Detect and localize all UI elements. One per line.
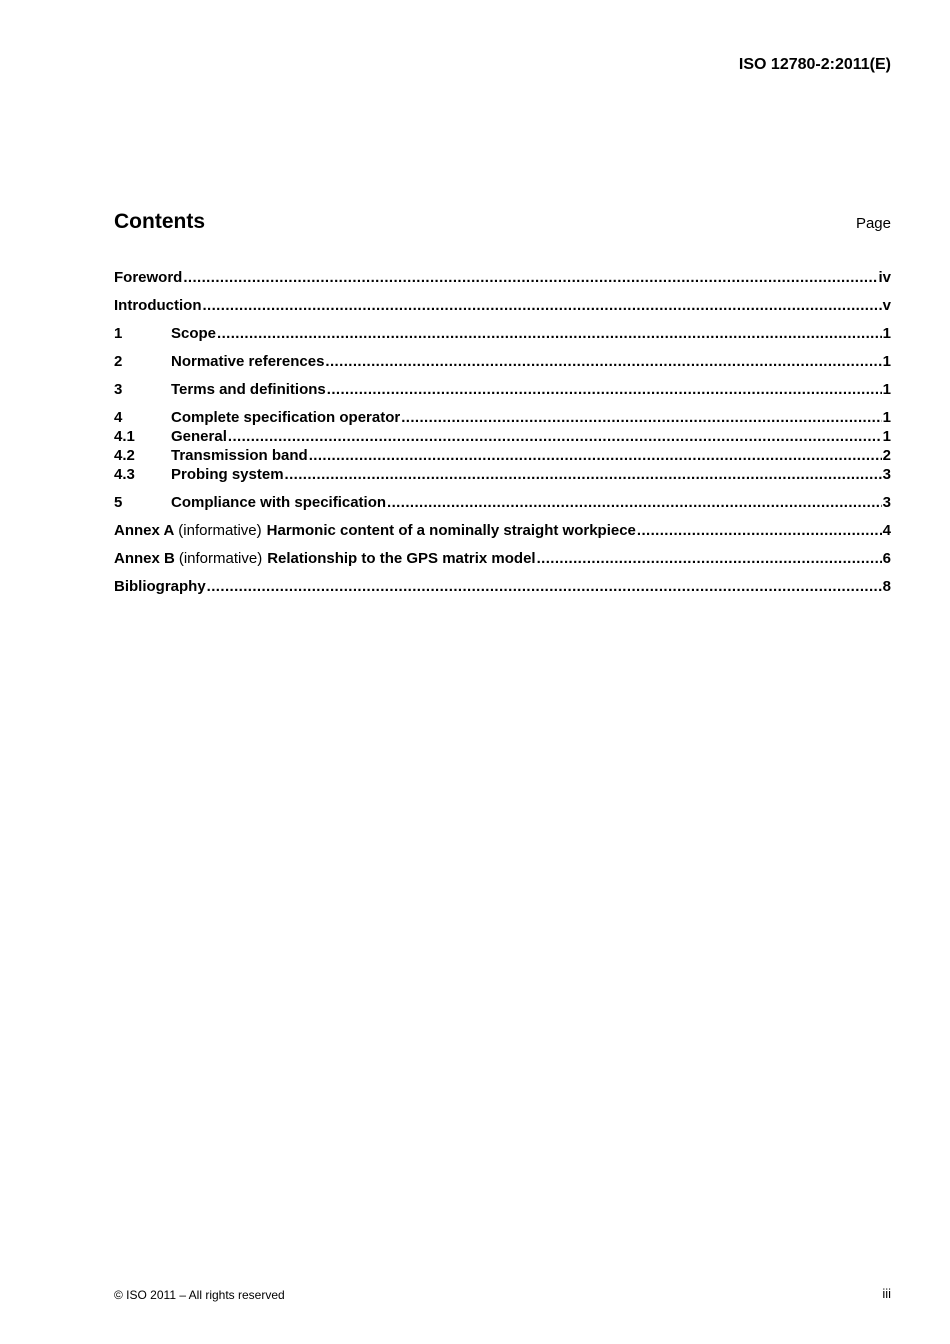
dot-leader [202, 296, 881, 315]
toc-entry-scope[interactable] [114, 324, 891, 343]
toc-entry-complete-specification-operator[interactable] [114, 408, 891, 427]
toc-entry-page: v [882, 297, 891, 314]
toc-entry-page: iv [878, 269, 891, 286]
toc-entry-page: 1 [882, 428, 891, 445]
annex-type: (informative) [178, 550, 263, 567]
contents-header [114, 210, 891, 234]
dot-leader [207, 577, 882, 596]
table-of-contents [114, 268, 891, 596]
toc-entry-terms-and-definitions[interactable] [114, 380, 891, 399]
toc-entry-number: 4 [114, 409, 123, 426]
toc-entry-page: 4 [882, 522, 891, 539]
toc-entry-title: Probing system [171, 466, 284, 483]
toc-entry-title: Scope [171, 325, 217, 342]
toc-entry-page: 1 [882, 353, 891, 370]
contents-title: Contents [114, 210, 205, 233]
dot-leader [217, 324, 882, 343]
toc-entry-page: 3 [882, 494, 891, 511]
annex-label: Annex B [114, 550, 175, 567]
toc-entry-title: Introduction [114, 297, 202, 314]
footer-copyright: © ISO 2011 – All rights reserved [114, 1288, 285, 1302]
dot-leader [387, 493, 882, 512]
toc-entry-transmission-band[interactable] [114, 446, 891, 465]
toc-entry-title: Relationship to the GPS matrix model [267, 550, 536, 567]
toc-entry-annex-b[interactable] [114, 549, 891, 568]
dot-leader [309, 446, 882, 465]
toc-entry-number: 4.1 [114, 428, 135, 445]
dot-leader [183, 268, 877, 287]
toc-entry-introduction[interactable] [114, 296, 891, 315]
dot-leader [327, 380, 882, 399]
toc-entry-annex-a[interactable] [114, 521, 891, 540]
annex-label: Annex A [114, 522, 175, 539]
toc-entry-number: 5 [114, 494, 123, 511]
annex-type: (informative) [178, 522, 262, 539]
dot-leader [537, 549, 882, 568]
dot-leader [401, 408, 881, 427]
toc-entry-title: Foreword [114, 269, 183, 286]
toc-entry-title: Harmonic content of a nominally straight workpiece [266, 522, 636, 539]
page-column-label: Page [855, 215, 891, 232]
toc-entry-bibliography[interactable] [114, 577, 891, 596]
dot-leader [637, 521, 882, 540]
toc-entry-number: 1 [114, 325, 123, 342]
toc-entry-number: 4.2 [114, 447, 135, 464]
toc-entry-probing-system[interactable] [114, 465, 891, 484]
footer-page-number: iii [882, 1286, 891, 1301]
toc-entry-title: Complete specification operator [171, 409, 401, 426]
dot-leader [228, 427, 882, 446]
toc-entry-page: 3 [882, 466, 891, 483]
dot-leader [325, 352, 881, 371]
toc-entry-title: Bibliography [114, 578, 206, 595]
toc-entry-number: 2 [114, 353, 123, 370]
toc-entry-number: 4.3 [114, 466, 135, 483]
toc-entry-page: 6 [882, 550, 891, 567]
toc-entry-page: 2 [882, 447, 891, 464]
document-id: ISO 12780-2:2011(E) [738, 56, 891, 73]
toc-entry-page: 8 [882, 578, 891, 595]
toc-entry-foreword[interactable] [114, 268, 891, 287]
toc-entry-normative-references[interactable] [114, 352, 891, 371]
toc-entry-page: 1 [882, 409, 891, 426]
toc-entry-page: 1 [882, 325, 891, 342]
toc-entry-general[interactable] [114, 427, 891, 446]
toc-entry-compliance-with-specification[interactable] [114, 493, 891, 512]
toc-entry-title: Transmission band [171, 447, 308, 464]
dot-leader [285, 465, 882, 484]
toc-entry-title: Terms and definitions [171, 381, 326, 398]
toc-entry-number: 3 [114, 381, 123, 398]
toc-entry-page: 1 [882, 381, 891, 398]
toc-entry-title: Normative references [171, 353, 325, 370]
toc-entry-title: Compliance with specification [171, 494, 387, 511]
toc-entry-title: General [171, 428, 227, 445]
